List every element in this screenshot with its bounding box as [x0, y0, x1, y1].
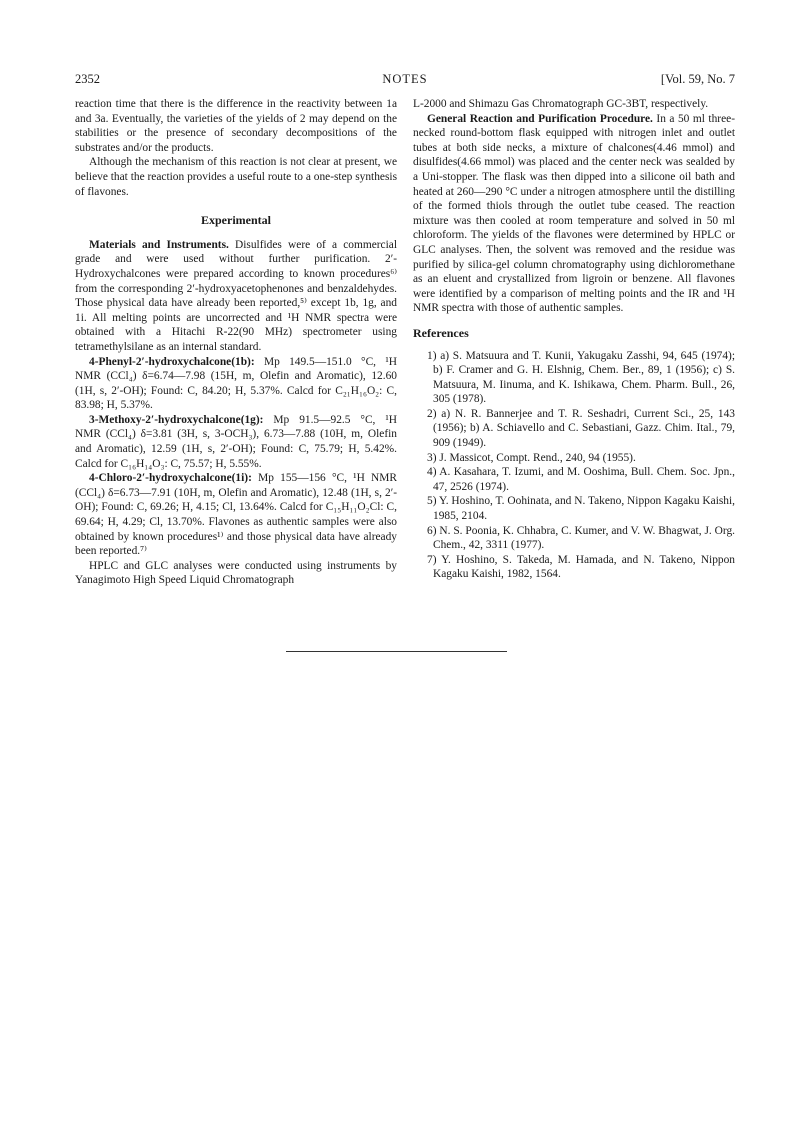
compound-1g-paragraph — [75, 413, 397, 471]
left-column — [75, 97, 397, 588]
paragraph: reaction time that there is the difference in the reactivity between 1a and 3a. Eventually, the varieties of the yields of 2 may depend on the stabilities or the presence of secondary decompositions of the substrates and/or the products. — [75, 98, 397, 154]
reference-item: 2) a) N. R. Bannerjee and T. R. Seshadri, Current Sci., 25, 143 (1956); b) A. Schiavello and C. Sebastiani, Gazz. Chim. Ital., 79, 909 (1949). — [427, 407, 735, 450]
paragraph-body: Mp 155—156 °C, ¹H NMR (CCl₄) δ=6.73—7.91 (10H, m, Olefin and Aromatic), 12.48 (1H, s, 2′-OH); Found: C, 69.26; H, 4.15; Cl, 13.64%. Calcd for C₁₅H₁₁O₂Cl: C, 69.64; H, 4.29; Cl, 13.70%. Flavones as authentic samples were also obtained by known procedures¹⁾ and those physical data have already been reported.⁷⁾ — [75, 472, 397, 558]
compound-1i-paragraph — [75, 471, 397, 559]
procedure-paragraph — [413, 112, 735, 316]
page-header — [75, 72, 735, 88]
paragraph-heading: 4-Phenyl-2′-hydroxychalcone(1b): — [89, 355, 255, 368]
paragraph-body: Mp 149.5—151.0 °C, ¹H NMR (CCl₄) δ=6.74—7.98 (15H, m, Olefin and Aromatic), 12.60 (1H, s, 2′-OH); Found: C, 84.20; H, 5.37%. Calcd for C₂₁H₁₆O₂: C, 83.98; H, 5.37%. — [75, 355, 397, 412]
paragraph-body: In a 50 ml three-necked round-bottom flask equipped with nitrogen inlet and outlet tubes at both side necks, a mixture of chalcones(4.46 mmol) and disulfides(4.66 mmol) was placed and the center neck was sealded by a Uni-stopper. The flask was then dipped into a silicone oil bath and heated at 260—290 °C under a nitrogen atmosphere until the distilling of the formed thiols through the outlet tube ceased. The reaction mixture was then cooled at room temperature and solved in 50 ml chloroform. The yields of the flavones were determined by HPLC or GLC analyses. Then, the solvent was removed and the residue was purified by silica-gel column chromatography using dichloromethane as an eluent and crystallized from ligroin or benzene. All flavones were identified by a comparison of melting points and the IR and ¹H NMR spectra with those of authentic samples. — [413, 112, 735, 315]
paragraph-body: Mp 91.5—92.5 °C, ¹H NMR (CCl₄) δ=3.81 (3H, s, 3-OCH₃), 6.73—7.88 (10H, m, Olefin and Aromatic), 12.59 (1H, s, 2′-OH); Found: C, 75.79; H, 5.42%. Calcd for C₁₆H₁₄O₃: C, 75.57; H, 5.55%. — [75, 413, 397, 470]
materials-paragraph — [75, 238, 397, 355]
reference-item: 1) a) S. Matsuura and T. Kunii, Yakugaku Zasshi, 94, 645 (1974); b) F. Cramer and G. H. Elshnig, Chem. Ber., 89, 1 (1956); c) S. Matsuura, M. Iinuma, and K. Ishikawa, Chem. Pharm. Bull., 26, 305 (1978). — [427, 349, 735, 406]
paragraph: HPLC and GLC analyses were conducted using instruments by Yanagimoto High Speed Liquid Chromatograph — [75, 559, 397, 587]
paragraph-body: Disulfides were of a commercial grade and were used without further purification. 2′-Hydroxychalcones were prepared according to known procedures⁶⁾ from the corresponding 2′-hydroxyacetophenones and benzaldehydes. Those physical data have already been reported,⁵⁾ except 1b, 1g, and 1i. All melting points are uncorrected and ¹H NMR spectra were obtained with a Hitachi R-22(90 MHz) spectrometer using tetramethylsilane as an internal standard. — [75, 238, 397, 353]
paragraph-heading: Materials and Instruments. — [89, 238, 229, 251]
page-number: 2352 — [75, 72, 100, 86]
paragraph-heading: General Reaction and Purification Procedure. — [427, 112, 653, 125]
volume-info: [Vol. 59, No. 7 — [660, 72, 735, 86]
paragraph-heading: 3-Methoxy-2′-hydroxychalcone(1g): — [89, 413, 264, 426]
paragraph: L-2000 and Shimazu Gas Chromatograph GC-3BT, respectively. — [413, 98, 709, 110]
right-column — [413, 97, 735, 582]
section-heading-experimental: Experimental — [201, 213, 271, 228]
reference-item: 5) Y. Hoshino, T. Oohinata, and N. Takeno, Nippon Kagaku Kaishi, 1985, 2104. — [427, 495, 735, 523]
end-rule — [286, 651, 507, 652]
section-title: NOTES — [382, 72, 428, 86]
compound-1b-paragraph — [75, 355, 397, 413]
reference-item: 3) J. Massicot, Compt. Rend., 240, 94 (1955). — [427, 451, 636, 464]
reference-item: 4) A. Kasahara, T. Izumi, and M. Ooshima, Bull. Chem. Soc. Jpn., 47, 2526 (1974). — [427, 466, 735, 493]
reference-item: 7) Y. Hoshino, S. Takeda, M. Hamada, and N. Takeno, Nippon Kagaku Kaishi, 1982, 1564. — [427, 553, 735, 581]
reference-item: 6) N. S. Poonia, K. Chhabra, C. Kumer, and V. W. Bhagwat, J. Org. Chem., 42, 3311 (1977). — [427, 524, 735, 552]
paragraph: Although the mechanism of this reaction is not clear at present, we believe that the reaction provides a useful route to a one-step synthesis of flavones. — [75, 156, 397, 198]
section-heading-references: References — [413, 325, 469, 340]
paragraph-heading: 4-Chloro-2′-hydroxychalcone(1i): — [89, 472, 252, 485]
